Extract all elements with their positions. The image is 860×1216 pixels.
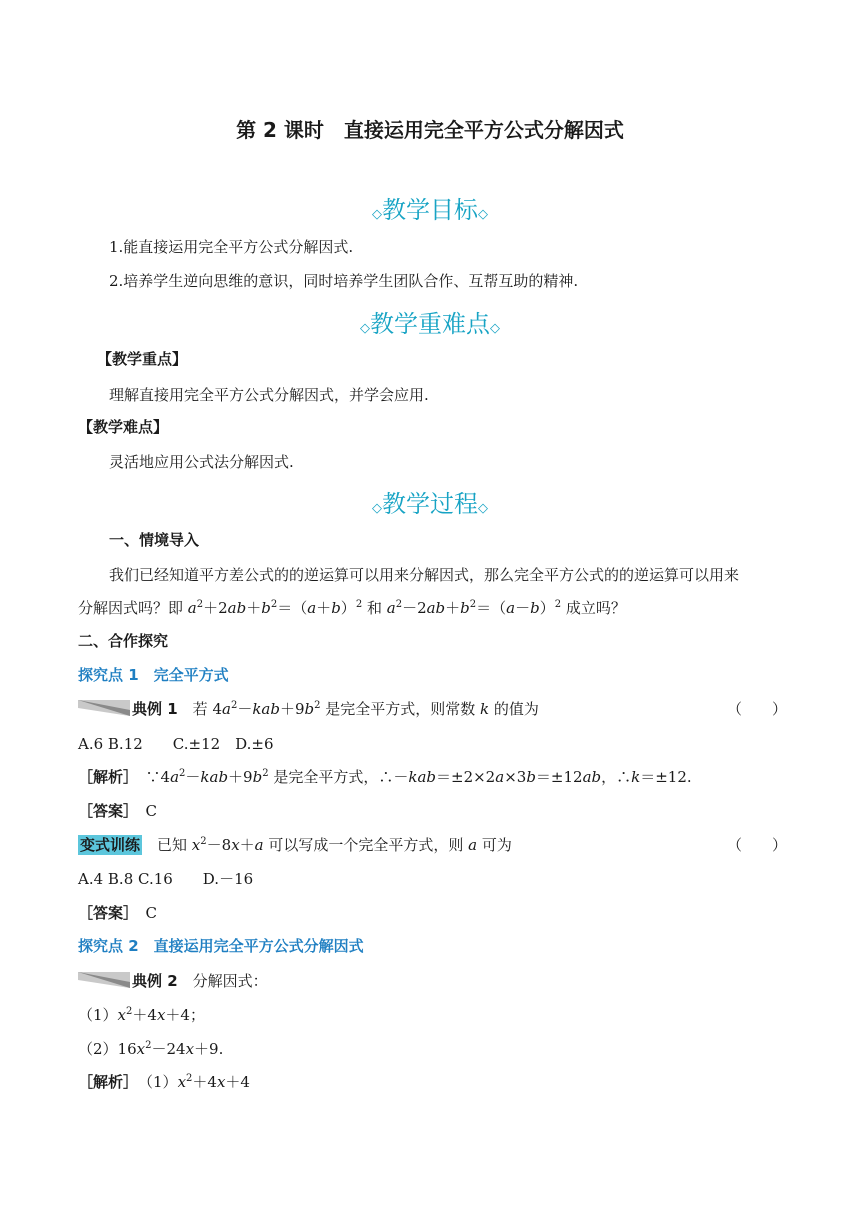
example-1-analysis: ［解析］ $\because 4a^2-kab+9b^2$ 是完全平方式，∴－kab＝±2×2a×3b＝±12ab，∴k＝±12. [78,768,692,786]
variant-options: A.4 B.8 C.16 D.－16 [78,870,254,888]
example-2-question: 典例 2 分解因式： [132,972,268,990]
diamond-icon: ◇ [360,321,370,336]
part-heading-explore: 二、合作探究 [78,632,169,650]
example-2-item-2: $(2)16x^2-24x+9$. [78,1040,224,1058]
example-1-options: A.6 B.12 C.±12 D.±6 [78,735,274,753]
intro-paragraph-line1: 我们已经知道平方差公式的的逆运算可以用来分解因式，那么完全平方公式的的逆运算可以用来 [109,566,740,584]
diamond-icon: ◇ [490,321,500,336]
diamond-icon: ◇ [478,207,488,222]
diamond-icon: ◇ [372,501,382,516]
explore-point-2-heading: 探究点 2 直接运用完全平方公式分解因式 [78,937,364,955]
variant-question: 变式训练 已知 $x^2-8x+a$ 可以写成一个完全平方式，则 a 可为 [80,836,512,854]
difficulties-text: 灵活地应用公式法分解因式. [109,453,294,471]
example-2-analysis: ［解析］ $(1)x^2+4x+4$ [78,1073,250,1091]
diamond-icon: ◇ [372,207,382,222]
answer-blank: （ ） [727,836,788,854]
intro-paragraph-line2: 分解因式吗？即 $a^2+2ab+b^2=(a+b)^2$ 和 $a^2-2ab+b^2=(a-b)^2$ 成立吗？ [78,599,626,617]
variant-tag: 变式训练 [80,836,141,854]
example-1-question: 典例 1 若 $4a^2-kab+9b^2$ 是完全平方式，则常数 k 的值为 [132,700,539,718]
goal-item: 1.能直接运用完全平方公式分解因式. [109,238,354,256]
section-heading-process: ◇教学过程◇ [372,490,488,518]
page-title: 第 2 课时 直接运用完全平方公式分解因式 [236,118,624,142]
example-banner-icon [78,972,130,988]
example-banner-icon [78,700,130,716]
difficulties-label: 【教学难点】 [78,418,169,436]
example-2-item-1: $(1)x^2+4x+4$； [78,1006,205,1024]
section-heading-key-difficulties: ◇教学重难点◇ [360,310,500,338]
example-1-answer: ［答案］ C [78,802,158,820]
goal-item: 2.培养学生逆向思维的意识，同时培养学生团队合作、互帮互助的精神. [109,272,579,290]
key-points-label: 【教学重点】 [97,350,188,368]
answer-blank: （ ） [727,700,788,718]
key-points-text: 理解直接用完全平方公式分解因式，并学会应用. [109,386,429,404]
section-heading-goals: ◇教学目标◇ [372,196,488,224]
explore-point-1-heading: 探究点 1 完全平方式 [78,666,229,684]
variant-answer: ［答案］ C [78,904,158,922]
part-heading-intro: 一、情境导入 [109,531,200,549]
diamond-icon: ◇ [478,501,488,516]
